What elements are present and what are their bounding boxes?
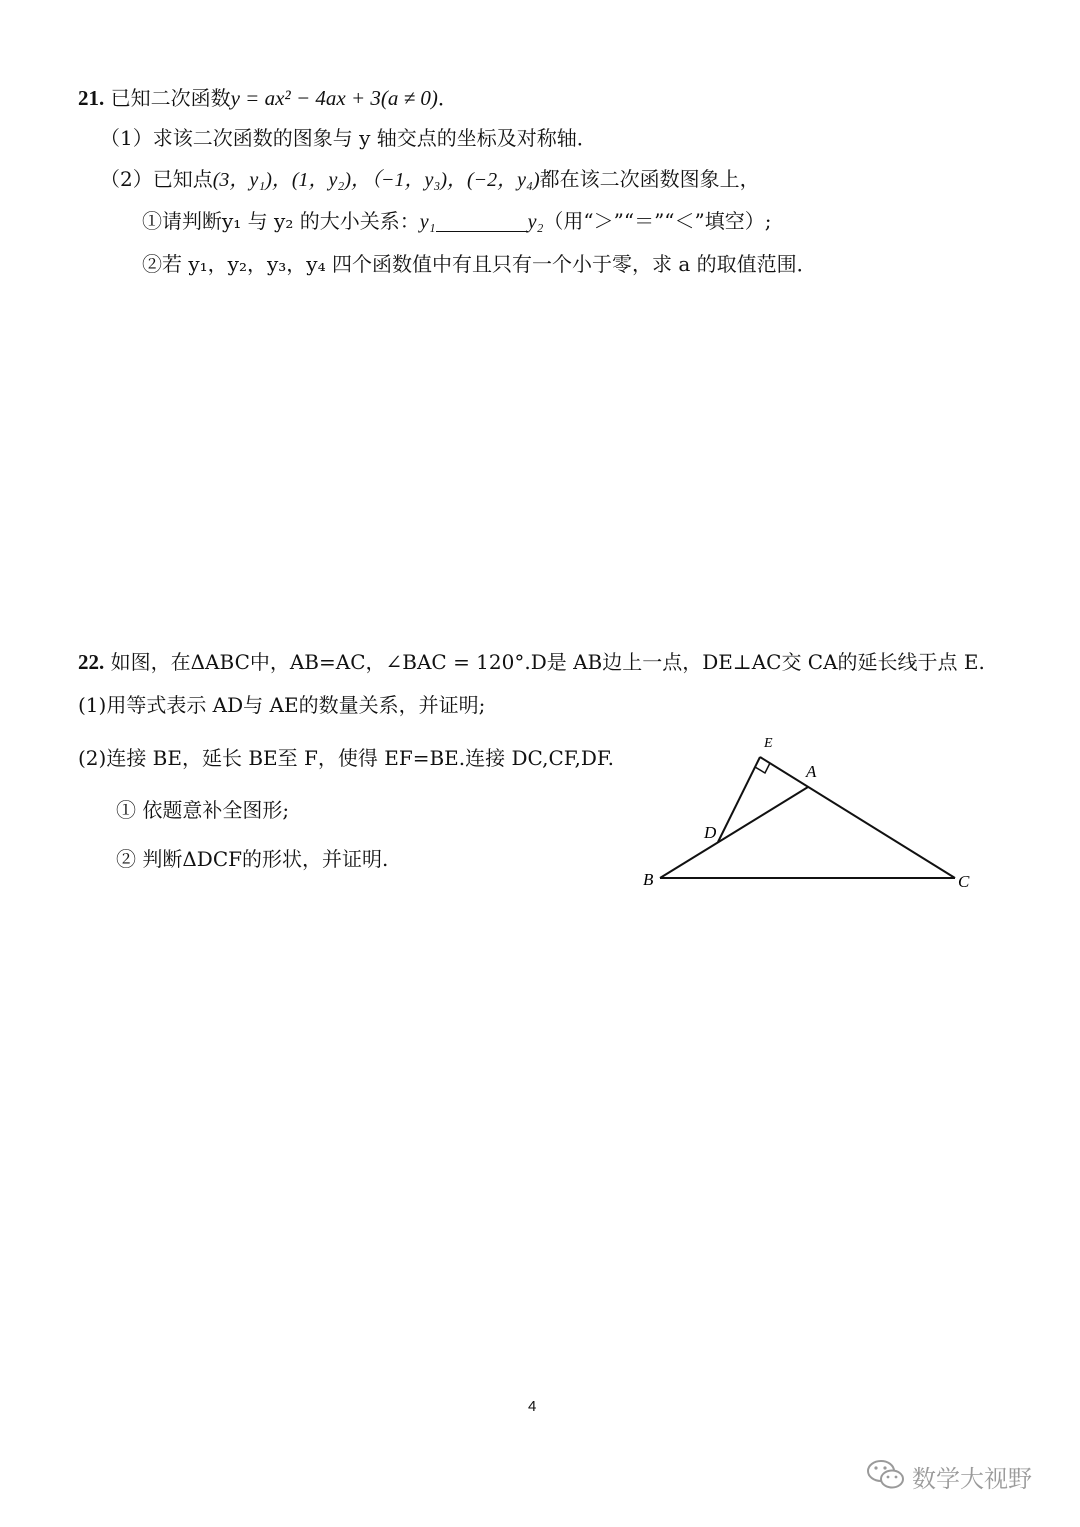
segment-ec [760,757,955,878]
q21-sub1-tail: （用“＞”“＝”“＜”填空）; [543,209,772,233]
q21-number: 21. [78,86,105,110]
label-d: D [704,823,717,842]
label-b: B [643,870,654,889]
q21-sub2: ②若 y₁，y₂，y₃，y₄ 四个函数值中有且只有一个小于零，求 a 的取值范围． [142,252,817,276]
q21-sub1-mid: y₁ 与 y₂ 的大小关系： [222,209,420,233]
watermark-text: 数学大视野 [912,1465,1032,1493]
watermark [866,1455,1056,1495]
label-c: C [958,872,970,891]
q22-part1: (1)用等式表示 AD与 AE的数量关系，并证明; [78,693,486,717]
q21-part1: （1）求该二次函数的图象与 y 轴交点的坐标及对称轴． [100,126,597,150]
q21-sub1-y2: y₂ [527,211,544,233]
q22-stem-text: 如图，在ΔABC中，AB=AC，∠BAC = 120°.D是 AB边上一点，DE⊥AC交 CA的延长线于点 E. [110,650,985,674]
q22-part2: (2)连接 BE，延长 BE至 F，使得 EF=BE.连接 DC,CF,DF. [78,746,615,770]
q21-sub1-y1: y₁ [419,211,436,233]
wechat-icon [866,1457,906,1493]
label-a: A [806,762,817,781]
segment-ba [660,787,808,878]
q21-part2-tail: 都在该二次函数图象上， [539,167,760,191]
q21-stem-end: ． [437,86,458,110]
q21-sub1-lead: ①请判断 [142,209,222,233]
q22-sub1: ① 依题意补全图形; [116,798,290,822]
q21-formula: y = ax² − 4ax + 3(a ≠ 0) [230,86,438,110]
q22-number: 22. [78,650,105,674]
q22-sub2: ② 判断ΔDCF的形状，并证明. [116,847,389,871]
q21-stem-text: 已知二次函数 [110,86,231,110]
label-e: E [764,736,773,751]
page-number: 4 [528,1398,537,1415]
q21-part2-points: (3，y₁)，(1，y₂)，（−1，y₃)，(−2，y₄) [212,169,540,191]
q21-part2-lead: （2）已知点 [100,167,213,191]
